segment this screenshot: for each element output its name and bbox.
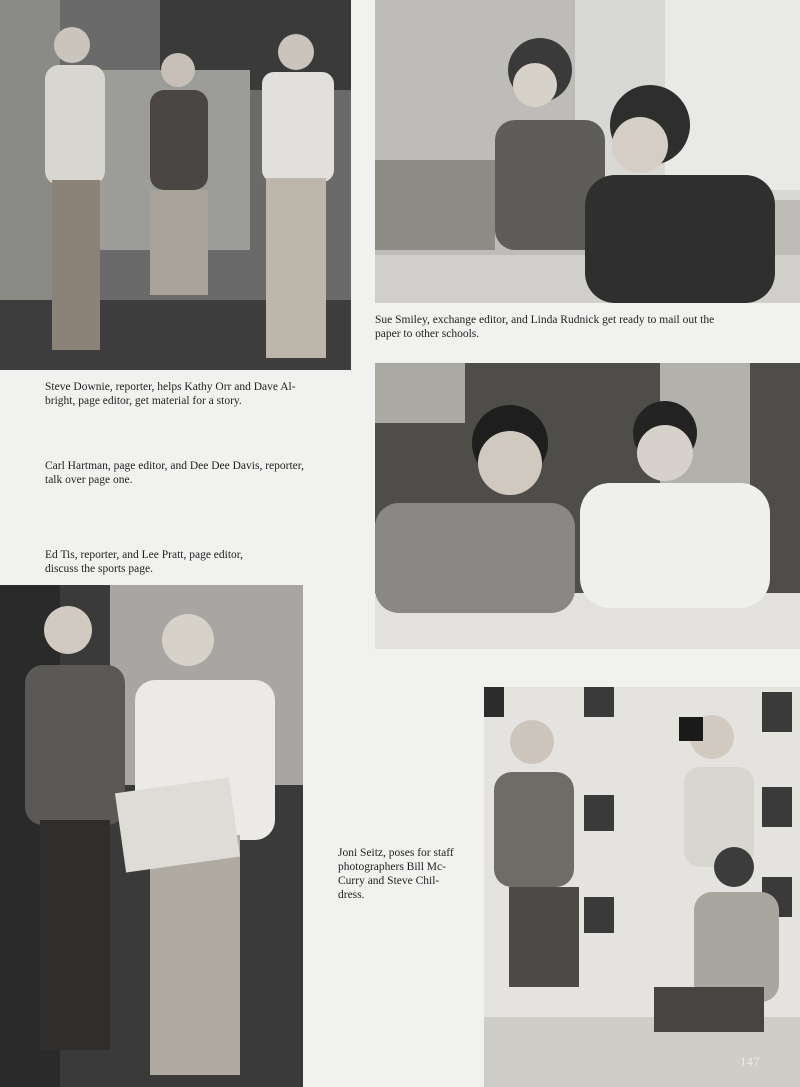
- caption-steve-downie: Steve Downie, reporter, helps Kathy Orr and Dave Al- bright, page editor, get material for a story.: [45, 381, 296, 407]
- caption-joni-seitz: Joni Seitz, poses for staff photographers Bill Mc- Curry and Steve Chil- dress.: [338, 847, 454, 901]
- page-number: 147: [740, 1054, 760, 1069]
- photo-hallway-students: [0, 0, 351, 370]
- caption-sue-smiley: Sue Smiley, exchange editor, and Linda Rudnick get ready to mail out the paper to other schools.: [375, 314, 715, 340]
- caption-ed-tis: Ed Tis, reporter, and Lee Pratt, page editor, discuss the sports page.: [45, 549, 244, 575]
- photo-page-one-talk: [375, 363, 800, 649]
- caption-carl-hartman: Carl Hartman, page editor, and Dee Dee Davis, reporter, talk over page one.: [45, 460, 304, 486]
- photo-staff-photographers: [484, 687, 800, 1087]
- photo-exchange-editors: [375, 0, 800, 303]
- photo-sports-page: [0, 585, 303, 1087]
